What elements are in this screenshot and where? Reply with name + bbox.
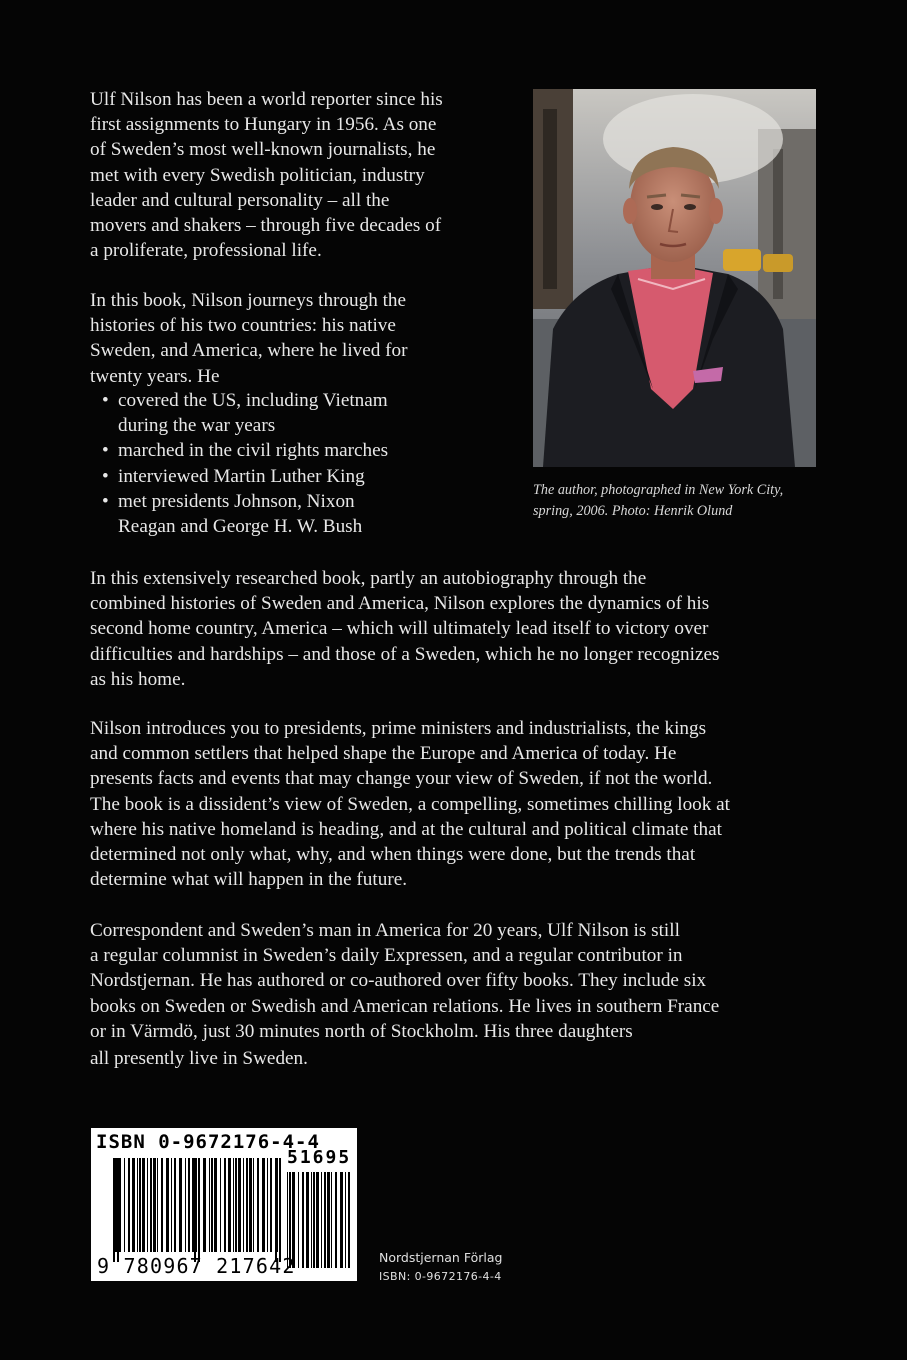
barcode-bar [124, 1158, 125, 1252]
text-line: presents facts and events that may change your view of Sweden, if not the world. [90, 768, 713, 790]
barcode-bar [345, 1172, 346, 1268]
text-line: as his home. [90, 668, 186, 690]
list-item [100, 464, 388, 489]
publisher-name: Nordstjernan Förlag [379, 1250, 503, 1265]
text-line: twenty years. He [90, 365, 220, 387]
publisher-block [379, 1249, 502, 1287]
list-item-text: marched in the civil rights marches [118, 440, 389, 462]
barcode-bar [249, 1158, 252, 1252]
barcode-bar [139, 1158, 141, 1252]
text-line: all presently live in Sweden. [90, 1048, 308, 1070]
barcode-bar [214, 1158, 217, 1252]
barcode-bar [161, 1158, 163, 1252]
introduces-paragraph [90, 716, 730, 892]
barcode-bar [203, 1158, 206, 1252]
list-item-text: met presidents Johnson, Nixon [118, 490, 355, 512]
barcode-bar [233, 1158, 234, 1252]
barcode-bar [313, 1172, 315, 1268]
text-line: Ulf Nilson has been a world reporter since his [90, 89, 443, 110]
barcode-bar [179, 1158, 182, 1252]
barcode-bar [340, 1172, 343, 1268]
barcode-guard-bar [113, 1158, 115, 1262]
text-line: and common settlers that helped shape the Europe and America of today. He [90, 743, 677, 765]
barcode-bar [153, 1158, 156, 1252]
text-line: Correspondent and Sweden’s man in America for 20 years, Ulf Nilson is still [90, 920, 680, 941]
author-photo [533, 89, 816, 467]
barcode-guard-bar [198, 1158, 200, 1262]
list-item [100, 489, 388, 539]
text-line: Sweden, and America, where he lived for [90, 340, 408, 362]
barcode-bar [132, 1158, 135, 1252]
list-item-text: Reagan and George H. W. Bush [118, 516, 363, 538]
barcode-bar [253, 1158, 254, 1252]
barcode-bar [306, 1172, 309, 1268]
text-line: In this extensively researched book, partly an autobiography through the [90, 568, 647, 589]
bullet-icon: • [102, 440, 109, 462]
text-line: leader and cultural personality – all the [90, 189, 390, 211]
barcode-bar [324, 1172, 326, 1268]
text-line: combined histories of Sweden and America, Nilson explores the dynamics of his [90, 593, 710, 615]
text-line: second home country, America – which will ultimately lead itself to victory over [90, 618, 709, 640]
text-line: determined not only what, why, and when things were done, but the trends that [90, 844, 696, 866]
text-line: The book is a dissident’s view of Sweden, a compelling, sometimes chilling look at [90, 793, 731, 815]
barcode-guard-bar [275, 1158, 277, 1262]
barcode-bar [327, 1172, 330, 1268]
barcode-bar [128, 1158, 130, 1252]
barcode-bar [267, 1158, 268, 1252]
barcode-isbn-label: ISBN 0-9672176-4-4 [96, 1131, 320, 1153]
barcode-bar [211, 1158, 213, 1252]
text-line: where his native homeland is heading, and at the cultural and political climate that [90, 818, 722, 840]
text-line: a proliferate, professional life. [90, 240, 322, 262]
journey-paragraph [90, 288, 408, 389]
barcode-bar [115, 1158, 117, 1252]
barcode-bar [137, 1158, 138, 1252]
text-line: histories of his two countries: his native [90, 315, 396, 337]
barcode-bar [235, 1158, 237, 1252]
barcode-bar [238, 1158, 241, 1252]
barcode-bar [174, 1158, 176, 1252]
barcode-guard-bar [117, 1158, 119, 1262]
list-item-text: covered the US, including Vietnam [118, 390, 388, 411]
barcode-addon-number: 51695 [287, 1147, 352, 1168]
barcode-bar [246, 1158, 248, 1252]
barcode-ean-number: 9 780967 217642 [97, 1254, 296, 1278]
bullet-icon: • [102, 465, 109, 487]
barcode-bar [331, 1172, 332, 1268]
barcode-bar [270, 1158, 272, 1252]
bullet-icon: • [102, 490, 109, 512]
barcode-bar [188, 1158, 190, 1252]
barcode-bar [147, 1158, 148, 1252]
barcode-bar [157, 1158, 158, 1252]
barcode-bar [150, 1158, 152, 1252]
publisher-isbn: ISBN: 0-9672176-4-4 [379, 1270, 502, 1283]
barcode-bar [298, 1172, 299, 1268]
text-line: difficulties and hardships – and those of a Sweden, which he no longer recognizes [90, 643, 720, 665]
list-item-text: during the war years [118, 415, 276, 437]
caption-line: The author, photographed in New York City, [533, 482, 784, 498]
text-line: or in Värmdö, just 30 minutes north of Stockholm. His three daughters [90, 1020, 633, 1042]
barcode-bar [348, 1172, 350, 1268]
barcode-guard-bar [279, 1158, 281, 1262]
intro-paragraph [90, 87, 443, 263]
barcode-bar [316, 1172, 319, 1268]
achievements-list [100, 388, 388, 539]
text-line: of Sweden’s most well-known journalists, he [90, 139, 436, 161]
barcode-bar [166, 1158, 169, 1252]
text-line: a regular columnist in Sweden’s daily Expressen, and a regular contributor in [90, 945, 683, 967]
list-item [100, 438, 388, 463]
barcode-bar [220, 1158, 221, 1252]
text-line: movers and shakers – through five decades of [90, 215, 442, 237]
text-line: met with every Swedish politician, industry [90, 164, 425, 186]
barcode-bar [311, 1172, 312, 1268]
text-line: Nordstjernan. He has authored or co-authored over fifty books. They include six [90, 970, 707, 992]
researched-paragraph [90, 566, 719, 692]
barcode-bar [228, 1158, 231, 1252]
barcode-bar [321, 1172, 322, 1268]
barcode-bar [224, 1158, 226, 1252]
bullet-icon: • [102, 390, 109, 411]
text-line: Nilson introduces you to presidents, prime ministers and industrialists, the kings [90, 718, 707, 739]
barcode-bar [302, 1172, 304, 1268]
barcode-bar [196, 1158, 197, 1252]
barcode-bar [185, 1158, 186, 1252]
barcode-bar [209, 1158, 210, 1252]
caption-line: spring, 2006. Photo: Henrik Olund [533, 503, 733, 519]
list-item [100, 388, 388, 438]
barcode-guard-bar [194, 1158, 196, 1262]
author-portrait-image [533, 89, 816, 467]
photo-caption [533, 480, 783, 522]
barcode-bar [257, 1158, 259, 1252]
barcode-bar [243, 1158, 244, 1252]
barcode-bar [335, 1172, 337, 1268]
text-line: In this book, Nilson journeys through the [90, 290, 407, 311]
list-item-text: interviewed Martin Luther King [118, 465, 365, 487]
barcode-bar [262, 1158, 265, 1252]
text-line: determine what will happen in the future. [90, 869, 408, 891]
text-line: books on Sweden or Swedish and American relations. He lives in southern France [90, 995, 720, 1017]
text-line: first assignments to Hungary in 1956. As one [90, 114, 437, 136]
barcode-bar [171, 1158, 172, 1252]
barcode-bar [142, 1158, 145, 1252]
bio-paragraph [90, 918, 719, 1071]
isbn-barcode [91, 1128, 357, 1281]
